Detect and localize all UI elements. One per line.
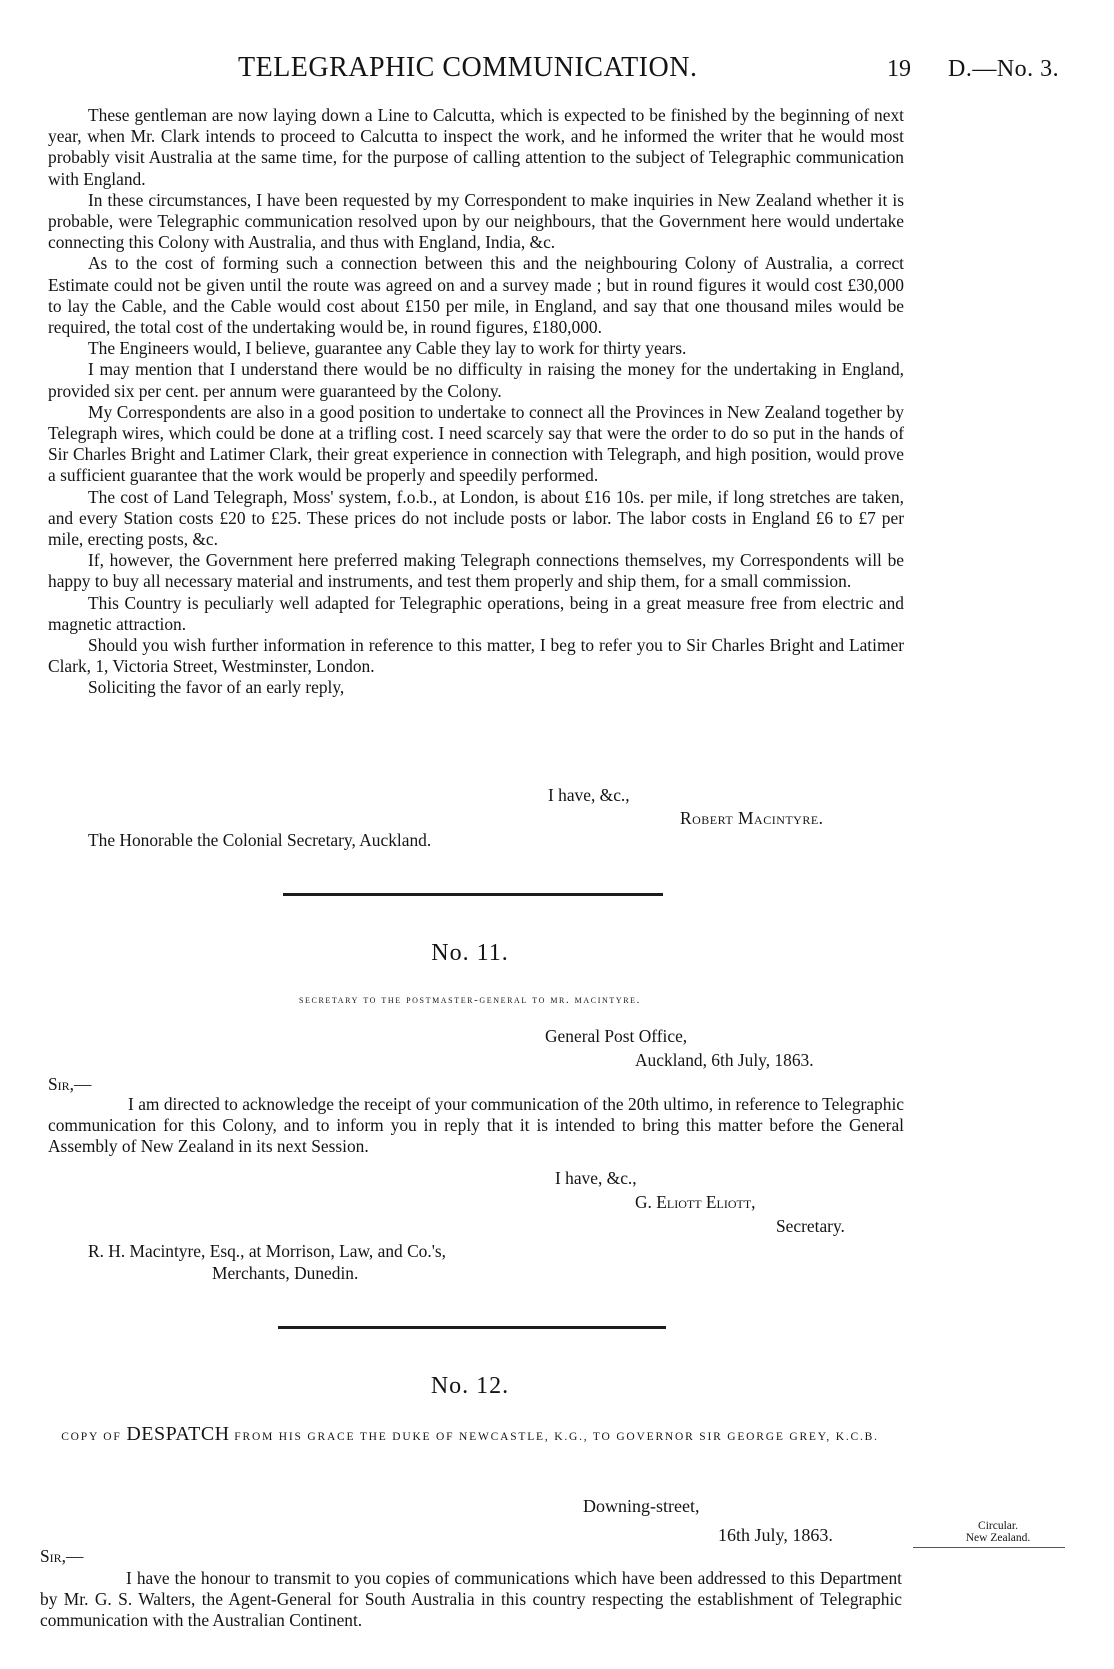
paragraph: I may mention that I understand there would be no difficulty in raising the money for the undertaking in England, provided six per cent. per annum were guaranteed by the Colony. — [48, 359, 904, 401]
section-divider — [278, 1326, 666, 1329]
paragraph: In these circumstances, I have been requested by my Correspondent to make inquiries in New Zealand whether it is probable, were Telegraphic communication resolved upon by our neighbours, that the Government here would undertake connecting this Colony with Australia, and thus with England, India, &c. — [48, 189, 904, 253]
paragraph: The Engineers would, I believe, guarantee any Cable they lay to work for thirty years. — [88, 338, 687, 359]
caption-rest: FROM HIS GRACE THE DUKE OF NEWCASTLE, K.G., TO GOVERNOR SIR GEORGE GREY, K.C.B. — [234, 1431, 879, 1443]
paragraph: Should you wish further information in reference to this matter, I beg to refer you to Sir Charles Bright and Latimer Clark, 1, Victoria Street, Westminster, London. — [48, 635, 904, 677]
letter-11-recipient-line1: R. H. Macintyre, Esq., at Morrison, Law, and Co.'s, — [88, 1241, 446, 1261]
page-number: 19 — [887, 56, 911, 82]
letter-11-title: Secretary. — [776, 1216, 845, 1236]
margin-note — [918, 1520, 1078, 1544]
letter-11-body — [48, 1094, 904, 1158]
letter-12-salutation: Sir,— — [40, 1546, 84, 1566]
paragraph: I am directed to acknowledge the receipt of your communication of the 20th ultimo, in reference to Telegraphic communication for this Colony, and to inform you in reply that it is intended to bring this matter before the General Assembly of New Zealand in its next Session. — [48, 1094, 904, 1157]
letter-11-signature: G. Eliott Eliott, — [635, 1192, 756, 1212]
letter-11-salutation: Sir,— — [48, 1074, 92, 1094]
document-reference: D.—No. 3. — [948, 56, 1060, 82]
section-divider — [283, 893, 663, 896]
paragraph: This Country is peculiarly well adapted for Telegraphic operations, being in a great measure free from electric and magnetic attraction. — [48, 592, 904, 634]
caption-prefix: COPY OF — [61, 1431, 122, 1443]
running-header-title: TELEGRAPHIC COMMUNICATION. — [238, 52, 698, 83]
letter-11-recipient-line2: Merchants, Dunedin. — [212, 1263, 359, 1283]
letter-11-address-line1: General Post Office, — [545, 1026, 688, 1046]
letter-10-closing: I have, &c., — [548, 785, 630, 805]
letter-11-address-line2: Auckland, 6th July, 1863. — [635, 1050, 814, 1070]
letter-11-caption: secretary to the postmaster-general to mr. macintyre. — [299, 994, 641, 1006]
paragraph: I have the honour to transmit to you copies of communications which have been addressed to this Department by Mr. G. S. Walters, the Agent-General for South Australia in this country respecting the establishment of Telegraphic communication with the Australian Continent. — [40, 1568, 902, 1631]
paragraph: Soliciting the favor of an early reply, — [88, 677, 345, 698]
section-number-11: No. 11. — [431, 940, 509, 966]
paragraph: My Correspondents are also in a good position to undertake to connect all the Provinces in New Zealand together by Telegraph wires, which could be done at a trifling cost. I need scarcely say that were the order to do so put in the hands of Sir Charles Bright and Latimer Clark, their great experience in connection with Telegraph, and high position, would prove a sufficient guarantee that the work would be properly and speedily performed. — [48, 401, 904, 486]
letter-12-caption — [40, 1422, 900, 1449]
letter-12-address-line1: Downing-street, — [583, 1496, 700, 1516]
paragraph: If, however, the Government here preferred making Telegraph connections themselves, my Correspondents will be happy to buy all necessary material and instruments, and test them properly and ship them, for a small commission. — [48, 550, 904, 592]
letter-12-body — [40, 1568, 902, 1632]
letter-10-body — [48, 105, 904, 699]
paragraph: These gentleman are now laying down a Line to Calcutta, which is expected to be finished by the beginning of next year, when Mr. Clark intends to proceed to Calcutta to inspect the work, and he informed the writer that he would most probably visit Australia at the same time, for the purpose of calling attention to the subject of Telegraphic communication with England. — [48, 105, 904, 189]
section-number-12: No. 12. — [430, 1373, 510, 1399]
margin-note-line2: New Zealand. — [965, 1532, 1031, 1544]
letter-11-closing: I have, &c., — [555, 1168, 637, 1188]
letter-10-addressee: The Honorable the Colonial Secretary, Auckland. — [88, 830, 432, 850]
paragraph: The cost of Land Telegraph, Moss' system, f.o.b., at London, is about £16 10s. per mile, if long stretches are taken, and every Station costs £20 to £25. These prices do not include posts or labor. The labor costs in England £6 to £7 per mile, erecting posts, &c. — [48, 486, 904, 550]
letter-10-signature: Robert Macintyre. — [680, 808, 824, 828]
paragraph: As to the cost of forming such a connection between this and the neighbouring Colony of Australia, a correct Estimate could not be given until the route was agreed on and a survey made ; but in round figures it would cost £30,000 to lay the Cable, and the Cable would cost about £150 per mile, in England, and say that one thousand miles would be required, the total cost of the undertaking would be, in round figures, £180,000. — [48, 253, 904, 338]
letter-12-address-line2: 16th July, 1863. — [718, 1525, 833, 1545]
margin-note-line1: Circular. — [978, 1520, 1018, 1532]
caption-despatch: DESPATCH — [126, 1423, 230, 1445]
margin-note-underline — [913, 1547, 1065, 1548]
